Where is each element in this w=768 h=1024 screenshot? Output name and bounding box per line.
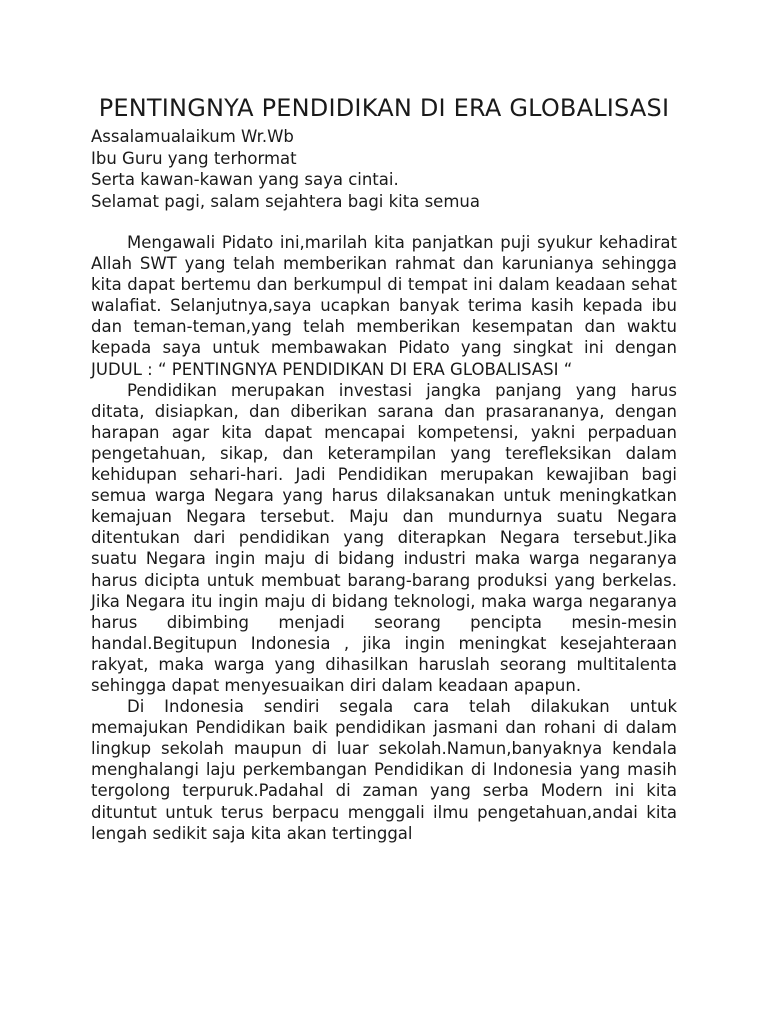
greeting-line: Serta kawan-kawan yang saya cintai. [91,170,399,189]
document-page [91,93,677,844]
greeting-block [91,126,677,212]
greeting-line: Assalamualaikum Wr.Wb [91,127,294,146]
body-paragraph: Pendidikan merupakan investasi jangka panjang yang harus ditata, disiapkan, dan diberikan sarana dan prasarananya, dengan harapan agar kita dapat mencapai kompetensi, yakni perpaduan pengetahuan, sikap, dan keterampilan yang terefleksikan dalam kehidupan sehari-hari. Jadi Pendidikan merupakan kewajiban bagi semua warga Negara yang harus dilaksanakan untuk meningkatkan kemajuan Negara tersebut. Maju dan mundurnya suatu Negara ditentukan dari pendidikan yang diterapkan Negara tersebut.Jika suatu Negara ingin maju di bidang industri maka warga negaranya harus dicipta untuk membuat barang-barang produksi yang berkelas. Jika Negara itu ingin maju di bidang teknologi, maka warga negaranya harus dibimbing menjadi seorang pencipta mesin-mesin handal.Begitupun Indonesia , jika ingin meningkat kesejahteraan rakyat, maka warga yang dihasilkan haruslah seorang multitalenta sehingga dapat menyesuaikan diri dalam keadaan apapun. [91,380,677,695]
body-paragraph: Di Indonesia sendiri segala cara telah dilakukan untuk memajukan Pendidikan baik pendidikan jasmani dan rohani di dalam lingkup sekolah maupun di luar sekolah.Namun,banyaknya kendala menghalangi laju perkembangan Pendidikan di Indonesia yang masih tergolong terpuruk.Padahal di zaman yang serba Modern ini kita dituntut untuk terus berpacu menggali ilmu pengetahuan,andai kita lengah sedikit saja kita akan tertinggal [91,697,677,843]
body-paragraph: Mengawali Pidato ini,marilah kita panjatkan puji syukur kehadirat Allah SWT yang telah memberikan rahmat dan karunianya sehingga kita dapat bertemu dan berkumpul di tempat ini dalam keadaan sehat walafiat. Selanjutnya,saya ucapkan banyak terima kasih kepada ibu dan teman-teman,yang telah memberikan kesempatan dan waktu kepada saya untuk membawakan Pidato yang singkat ini dengan JUDUL : “ PENTINGNYA PENDIDIKAN DI ERA GLOBALISASI “ [91,233,677,379]
document-title: PENTINGNYA PENDIDIKAN DI ERA GLOBALISASI [98,94,670,122]
greeting-line: Selamat pagi, salam sejahtera bagi kita semua [91,191,480,211]
greeting-line: Ibu Guru yang terhormat [91,148,297,168]
